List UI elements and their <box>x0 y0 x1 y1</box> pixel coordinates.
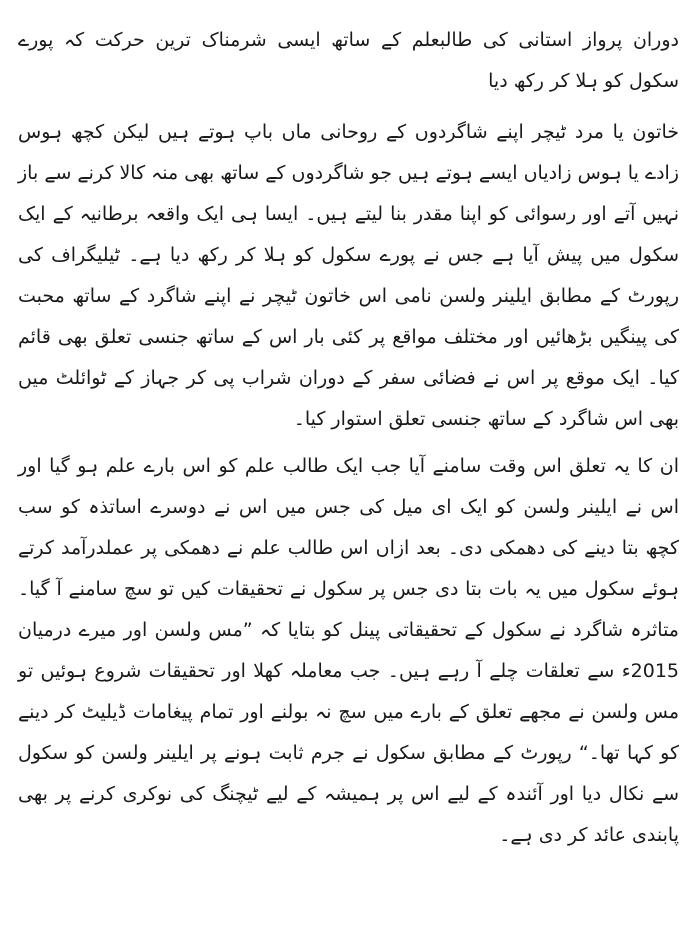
article-paragraph-2: ان کا یہ تعلق اس وقت سامنے آیا جب ایک طالب علم کو اس بارے علم ہو گیا اور اس نے ایلینر ولسن کو ایک ای میل کی جس میں اس نے دوسرے اساتذہ کو سب کچھ بتا دینے کی دھمکی دی۔ بعد ازاں اس طالب علم نے دھمکی پر عملدرآمد کرتے ہوئے سکول میں یہ بات بتا دی جس پر سکول نے تحقیقات کیں تو سچ سامنے آ گیا۔ متاثرہ شاگرد نے سکول کے تحقیقاتی پینل کو بتایا کہ ”مس ولسن اور میرے درمیان 2015ء سے تعلقات چلے آ رہے ہیں۔ جب معاملہ کھلا اور تحقیقات شروع ہوئیں تو مس ولسن نے مجھے تعلق کے بارے میں سچ نہ بولنے اور تمام پیغامات ڈیلیٹ کر دینے کو کہا تھا۔“ رپورٹ کے مطابق سکول نے جرم ثابت ہونے پر ایلینر ولسن کو سکول سے نکال دیا اور آئندہ کے لیے اس پر ہمیشہ کے لیے ٹیچنگ کی نوکری کرنے پر بھی پابندی عائد کر دی ہے۔ <box>18 455 679 846</box>
article-paragraph-1: خاتون یا مرد ٹیچر اپنے شاگردوں کے روحانی ماں باپ ہوتے ہیں لیکن کچھ ہوس زادے یا ہوس زادیاں ایسے ہوتے ہیں جو شاگردوں کے ساتھ بھی منہ کالا کرنے سے باز نہیں آتے اور رسوائی کو اپنا مقدر بنا لیتے ہیں۔ ایسا ہی ایک واقعہ برطانیہ کے ایک سکول میں پیش آیا ہے جس نے پورے سکول کو ہلا کر رکھ دیا ہے۔ ٹیلیگراف کی رپورٹ کے مطابق ایلینر ولسن نامی اس خاتون ٹیچر نے اپنے شاگرد کے ساتھ محبت کی پینگیں بڑھائیں اور مختلف مواقع پر کئی بار اس کے ساتھ جنسی تعلق بھی قائم کیا۔ ایک موقع پر اس نے فضائی سفر کے دوران شراب پی کر جہاز کے ٹوائلٹ میں بھی اس شاگرد کے ساتھ جنسی تعلق استوار کیا۔ <box>18 121 679 430</box>
article-headline: دوران پرواز استانی کی طالبعلم کے ساتھ ایسی شرمناک ترین حرکت کہ پورے سکول کو ہلا کر رکھ دیا <box>18 29 679 92</box>
